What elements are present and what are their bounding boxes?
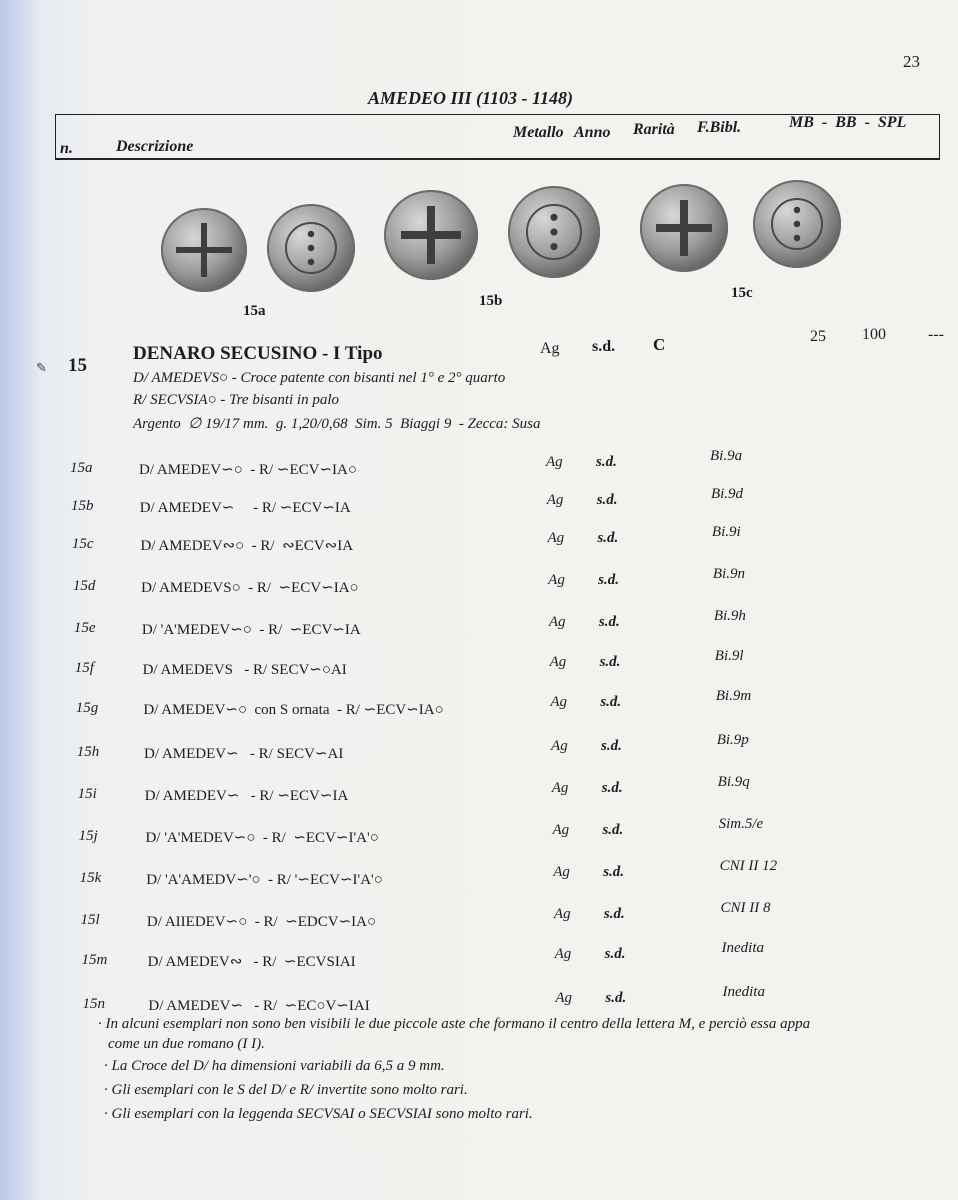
coin-15c-reverse-image <box>753 180 841 268</box>
entry-metal: Ag <box>540 340 560 357</box>
table-row <box>0 900 958 936</box>
variant-bibliography: Bi.9i <box>711 524 741 540</box>
coin-label-15b: 15b <box>479 293 503 309</box>
variant-year: s.d. <box>596 454 617 470</box>
variant-year: s.d. <box>605 990 627 1006</box>
note-1: · In alcuni esemplari non sono ben visibili le due piccole aste che formano il centro della lettera M, e perciò essa appa <box>98 1016 811 1032</box>
variant-bibliography: Bi.9p <box>716 732 749 748</box>
entry-reverse: R/ SECVSIA○ - Tre bisanti in palo <box>133 392 340 408</box>
variant-description: D/ AMEDEVS - R/ SECV∽○AI <box>142 662 347 678</box>
variant-id: 15h <box>76 744 100 760</box>
table-row <box>0 688 958 724</box>
variant-year: s.d. <box>598 614 620 630</box>
table-row <box>0 940 958 976</box>
table-row <box>0 566 958 602</box>
variant-bibliography: Sim.5/e <box>718 816 764 832</box>
variant-id: 15k <box>79 870 102 886</box>
variant-description: D/ AMEDEV∽○ - R/ ∽ECV∽IA○ <box>139 462 357 478</box>
variant-description: D/ 'A'MEDEV∽○ - R/ ∽ECV∽I'A'○ <box>145 830 379 846</box>
table-row <box>0 486 958 522</box>
variant-id: 15d <box>72 578 96 594</box>
variant-metal: Ag <box>554 946 572 962</box>
variant-id: 15j <box>78 828 98 844</box>
note-1-cont: come un due romano (I I). <box>108 1036 265 1052</box>
variant-description: D/ AIIEDEV∽○ - R/ ∽EDCV∽IA○ <box>146 914 377 930</box>
variant-id: 15c <box>71 536 94 552</box>
coin-15b-reverse-image <box>508 186 600 278</box>
variant-id: 15l <box>80 912 100 928</box>
variant-year: s.d. <box>603 906 625 922</box>
table-row <box>0 816 958 852</box>
variant-year: s.d. <box>598 572 619 588</box>
variant-year: s.d. <box>601 780 623 796</box>
variant-metal: Ag <box>547 530 565 546</box>
variant-bibliography: Bi.9d <box>710 486 744 502</box>
variant-year: s.d. <box>604 946 626 962</box>
header-metallo: Metallo <box>513 124 564 141</box>
variant-description: D/ AMEDEV∾○ - R/ ∾ECV∾IA <box>140 538 354 554</box>
variant-id: 15a <box>70 460 93 476</box>
entry-number: 15 <box>68 355 87 376</box>
variant-metal: Ag <box>551 738 568 754</box>
variant-id: 15g <box>75 700 99 716</box>
price-spl: --- <box>928 326 944 343</box>
coin-label-15c: 15c <box>731 285 753 301</box>
header-rarita: Rarità <box>633 121 675 138</box>
variant-id: 15e <box>73 620 96 636</box>
variant-year: s.d. <box>602 822 624 838</box>
variant-description: D/ AMEDEV∽○ con S ornata - R/ ∽ECV∽IA○ <box>143 702 444 718</box>
variant-metal: Ag <box>551 780 569 796</box>
variant-metal: Ag <box>552 822 570 838</box>
variant-bibliography: Inedita <box>721 940 765 956</box>
variant-bibliography: Bi.9m <box>715 688 752 704</box>
price-bb: 100 <box>862 326 886 343</box>
variant-metal: Ag <box>549 654 567 670</box>
header-anno: Anno <box>574 124 611 141</box>
variant-year: s.d. <box>601 738 622 754</box>
variant-bibliography: CNI II 8 <box>720 900 771 916</box>
variant-id: 15m <box>81 952 108 968</box>
variant-description: D/ AMEDEV∽ - R/ SECV∽AI <box>144 746 344 762</box>
table-row <box>0 774 958 810</box>
coin-15c-obverse-image <box>640 184 728 272</box>
entry-obverse: D/ AMEDEVS○ - Croce patente con bisanti nel 1° e 2° quarto <box>133 370 506 386</box>
variant-description: D/ 'A'AMEDV∽'○ - R/ '∽ECV∽I'A'○ <box>146 872 383 888</box>
variant-year: s.d. <box>603 864 625 880</box>
entry-name: DENARO SECUSINO - I Tipo <box>133 343 383 364</box>
coin-label-15a: 15a <box>243 303 266 319</box>
price-mb: 25 <box>810 328 826 345</box>
variant-year: s.d. <box>596 492 618 508</box>
note-4: · Gli esemplari con la leggenda SECVSAI o SECVSIAI sono molto rari. <box>104 1106 533 1122</box>
note-3: · Gli esemplari con le S del D/ e R/ invertite sono molto rari. <box>104 1082 468 1098</box>
variant-metal: Ag <box>555 990 573 1006</box>
variant-metal: Ag <box>546 454 563 470</box>
variant-metal: Ag <box>548 572 565 588</box>
variant-description: D/ AMEDEVS○ - R/ ∽ECV∽IA○ <box>141 580 359 596</box>
entry-specs: Argento ∅ 19/17 mm. g. 1,20/0,68 Sim. 5 Biaggi 9 - Zecca: Susa <box>133 416 541 432</box>
variant-bibliography: Bi.9h <box>713 608 746 624</box>
table-row <box>0 608 958 644</box>
coin-15a-obverse-image <box>161 208 247 292</box>
variant-bibliography: Inedita <box>722 984 765 1000</box>
variant-id: 15i <box>77 786 97 802</box>
entry-year: s.d. <box>592 338 616 355</box>
variant-bibliography: Bi.9a <box>710 448 743 464</box>
variant-metal: Ag <box>553 906 571 922</box>
variant-year: s.d. <box>599 654 621 670</box>
variant-metal: Ag <box>546 492 564 508</box>
variant-description: D/ 'A'MEDEV∽○ - R/ ∽ECV∽IA <box>141 622 361 638</box>
variant-metal: Ag <box>550 694 567 710</box>
entry-rarity: C <box>653 335 666 354</box>
variant-description: D/ AMEDEV∽ - R/ ∽ECV∽IA <box>144 788 349 804</box>
table-row <box>0 524 958 560</box>
table-row <box>0 732 958 768</box>
coin-15b-obverse-image <box>384 190 478 280</box>
variant-bibliography: Bi.9n <box>712 566 745 582</box>
variant-description: D/ AMEDEV∾ - R/ ∽ECVSIAI <box>147 954 356 970</box>
variant-bibliography: Bi.9l <box>714 648 744 664</box>
variant-description: D/ AMEDEV∽ - R/ ∽ECV∽IA <box>139 500 351 516</box>
header-grades: MB - BB - SPL <box>789 114 907 131</box>
page-number: 23 <box>903 52 920 71</box>
variant-metal: Ag <box>548 614 566 630</box>
variant-metal: Ag <box>553 864 570 880</box>
table-row <box>0 448 958 484</box>
table-row <box>0 648 958 684</box>
page-title: AMEDEO III (1103 - 1148) <box>368 88 574 108</box>
variant-id: 15f <box>74 660 94 676</box>
variant-description: D/ AMEDEV∽ - R/ ∽EC○V∽IAI <box>148 998 370 1014</box>
variant-year: s.d. <box>597 530 619 546</box>
variant-bibliography: Bi.9q <box>717 774 750 790</box>
header-fbibl: F.Bibl. <box>697 119 742 136</box>
variant-id: 15b <box>70 498 94 514</box>
variant-year: s.d. <box>600 694 622 710</box>
margin-mark-icon: ✎ <box>36 360 47 375</box>
header-descrizione: Descrizione <box>116 138 194 155</box>
variant-id: 15n <box>82 996 105 1012</box>
table-row <box>0 858 958 894</box>
coin-15a-reverse-image <box>267 204 355 292</box>
variant-bibliography: CNI II 12 <box>719 858 778 874</box>
note-2: · La Croce del D/ ha dimensioni variabili da 6,5 a 9 mm. <box>104 1058 445 1074</box>
header-n: n. <box>60 140 73 157</box>
